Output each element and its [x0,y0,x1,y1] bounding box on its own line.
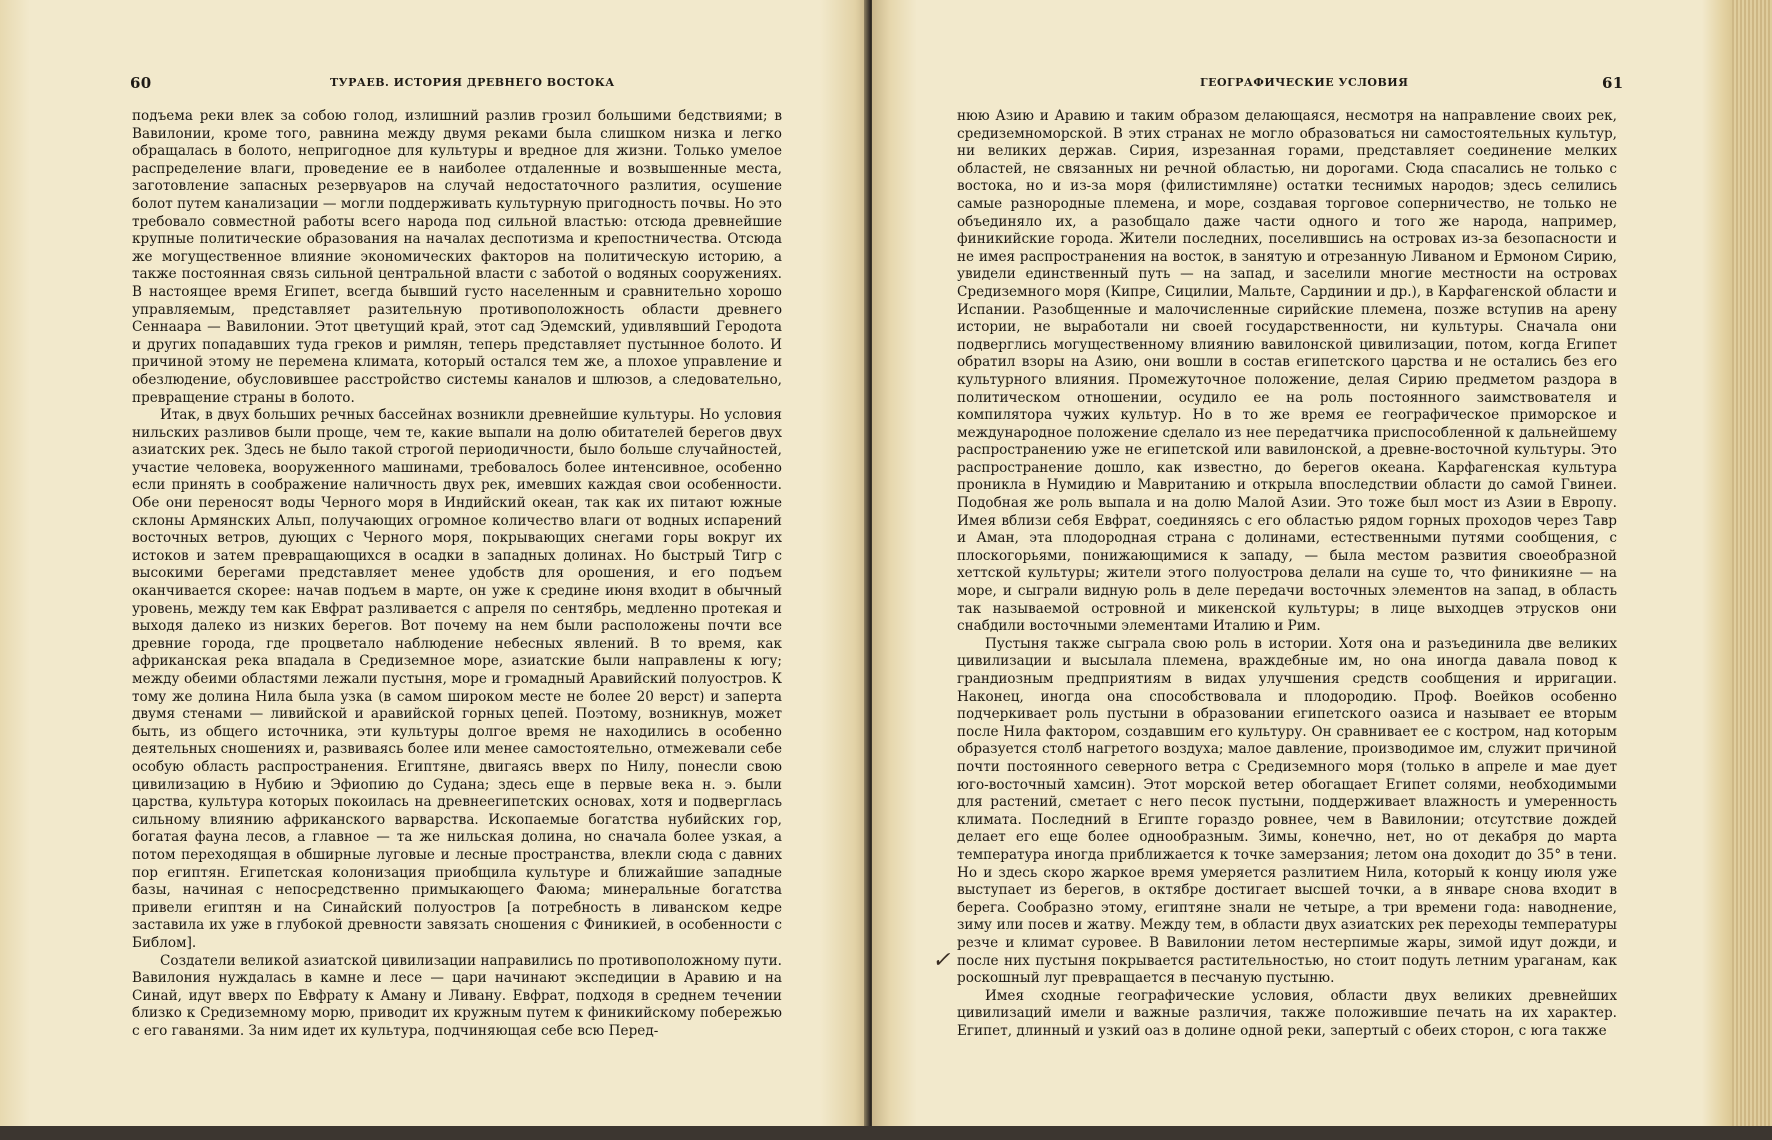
paragraph: подъема реки влек за собою голод, излишний разлив грозил большими бедствиями; в Вавилонии, кроме того, равнина между двумя реками была слишком низка и легко обращалась в болото, непригодное для культуры и вредное для жизни. Только умелое распределение влаги, проведение ее в наиболее отдаленные и возвышенные места, заготовление запасных резервуаров на случай недостаточного разлития, осушение болот путем канализации — могли поддерживать культурную пригодность почвы. Но это требовало совместной работы всего народа под сильной властью: отсюда древнейшие крупные политические образования на началах деспотизма и крепостничества. Отсюда же могущественное влияние экономических факторов на политическую историю, а также постоянная связь сильной центральной власти с заботой о водяных сооружениях. В настоящее время Египет, всегда бывший густо населенным и сравнительно хорошо управляемым, представляет разительную противоположность области древнего Сеннаара — Вавилонии. Этот цветущий край, этот сад Эдемский, удивлявший Геродота и других попадавших туда греков и римлян, теперь представляет пустынное болото. И причиной этому не перемена климата, который остался тем же, а плохое управление и обезлюдение, обусловившее расстройство системы каналов и шлюзов, а следовательно, превращение страны в болото. [132,108,782,406]
right-page [872,0,1772,1128]
paragraph: Пустыня также сыграла свою роль в истории. Хотя она и разъединила две великих цивилизации и высылала племена, враждебные им, но она иногда давала повод к грандиозным предприятиям в видах улучшения средств сообщения и ирригации. Наконец, иногда она способствовала и плодородию. Проф. Воейков особенно подчеркивает роль пустыни в образовании египетского оазиса и называет ее вторым после Нила фактором, создавшим его культуру. Он сравнивает ее с костром, над которым образуется столб нагретого воздуха; малое давление, производимое им, служит причиной почти постоянного северного ветра с Средиземного моря (только в апреле и мае дует юго-восточный хамсин). Этот морской ветер обогащает Египет солями, необходимыми для растений, сметает с него песок пустыни, поддерживает влажность и умеренность климата. Последний в Египте гораздо ровнее, чем в Вавилонии; отсутствие дождей делает его еще более однообразным. Зимы, конечно, нет, но от декабря до марта температура иногда приближается к точке замерзания; летом она доходит до 35° в тени. Но и здесь скоро жаркое время умеряется разлитием Нила, который к концу июля уже выступает из берегов, в октябре достигает высшей точки, а в январе снова входит в берега. Сообразно этому, египтяне знали не четыре, а три времени года: наводнение, зиму или посев и жатву. Между тем, в области двух азиатских рек переходы температуры резче и климат суровее. В Вавилонии летом нестерпимые жары, зимой идут дожди, и после них пустыня покрывается растительностью, но стоит подуть летним ураганам, как роскошный луг превращается в песчаную пустыню. [957,635,1617,987]
table-surface [0,1126,1772,1140]
paragraph: нюю Азию и Аравию и таким образом делающаяся, несмотря на направление своих рек, средиземноморской. В этих странах не могло образоваться ни самостоятельных культур, ни великих держав. Сирия, изрезанная горами, представляет соединение мелких областей, не связанных ни речной областью, ни дорогами. Сюда спасались не только с востока, но и из-за моря (филистимляне) остатки теснимых народов; здесь селились самые разнородные племена, и море, создавая торговое соперничество, не только не объединяло их, а разобщало даже части одного и того же народа, например, финикийские города. Жители последних, поселившись на островах из-за безопасности и не имея распространения на восток, в занятую и отрезанную Ливаном и Ермоном Сирию, увидели единственный путь — на запад, и заселили многие местности на островах Средиземного моря (Кипре, Сицилии, Мальте, Сардинии и др.), в Карфагенской области и Испании. Разобщенные и малочисленные сирийские племена, позже вступив на арену истории, не выработали ни своей государственности, ни культуры. Сначала они подверглись могущественному влиянию вавилонской цивилизации, потом, когда Египет обратил взоры на Азию, они вошли в состав египетского царства и не остались без его культурного влияния. Промежуточное положение, делая Сирию предметом раздора в политическом отношении, осудило ее на роль постоянного заимствователя и компилятора чужих культур. Но в то же время ее географическое приморское и международное положение сделало из нее передатчика приспособленной к дальнейшему распространению уже не египетской или вавилонской, а древне-восточной культуры. Это распространение дошло, как известно, до берегов океана. Карфагенская культура проникла в Нумидию и Мавританию и открыла впоследствии области до самой Гвинеи. Подобная же роль выпала и на долю Малой Азии. Это тоже был мост из Азии в Европу. Имея вблизи себя Евфрат, соединяясь с его областью рядом горных проходов через Тавр и Аман, эта плодородная страна с долинами, естественными путями сообщения, с плоскогорьями, понижающимися к западу, — была местом развития своеобразной хеттской культуры; жители этого полуострова делали на суше то, что финикияне — на море, и сыграли видную роль в деле передачи восточных элементов на запад, в область так называемой островной и микенской культуры; в лице выходцев этрусков они снабдили восточными элементами Италию и Рим. [957,108,1617,635]
left-page-body [132,108,782,1040]
paragraph: Создатели великой азиатской цивилизации направились по противоположному пути. Вавилония нуждалась в камне и лесе — цари начинают экспедиции в Аравию и на Синай, идут вверх по Евфрату к Аману и Ливану. Евфрат, подходя в среднем течении близко к Средиземному морю, приводит их кружным путем к финикийскому побережью с его гаванями. За ним идет их культура, подчиняющая себе всю Перед- [132,952,782,1039]
right-page-body [957,108,1617,1040]
running-head: ТУРАЕВ. ИСТОРИЯ ДРЕВНЕГО ВОСТОКА [330,76,615,89]
left-page [0,0,868,1128]
pencil-checkmark: ✓ [932,948,951,973]
left-page-header [130,74,810,92]
paragraph: Имея сходные географические условия, области двух великих древнейших цивилизаций имели и важные различия, также положившие печать на их характер. Египет, длинный и узкий оаз в долине одной реки, запертый с обеих сторон, с юга также [957,987,1617,1039]
page-edges [1732,0,1772,1128]
running-head: ГЕОГРАФИЧЕСКИЕ УСЛОВИЯ [1200,76,1409,89]
page-number: 61 [1602,74,1624,92]
paragraph: Итак, в двух больших речных бассейнах возникли древнейшие культуры. Но условия нильских разливов были проще, чем те, какие выпали на долю обитателей берегов двух азиатских рек. Здесь не было такой строгой периодичности, было больше случайностей, участие человека, вооруженного машинами, требовалось более интенсивное, особенно если принять в соображение наличность двух рек, имевших каждая свои особенности. Обе они переносят воды Черного моря в Индийский океан, так как их питают южные склоны Армянских Альп, получающих огромное количество влаги от водных испарений восточных ветров, дующих с Черного моря, покрывающих снегами горы вокруг их истоков и затем превращающихся в осадки в западных долинах. Но быстрый Тигр с высокими берегами представляет менее удобств для орошения, и его подъем оканчивается скорее: начав подъем в марте, он уже к средине июня входит в обычный уровень, между тем как Евфрат разливается с апреля по сентябрь, медленно протекая и выходя далеко из низких берегов. Вот почему на нем были расположены почти все древние города, где процветало наблюдение небесных явлений. В то время, как африканская река впадала в Средиземное море, азиатские были направлены к югу; между обеими областями лежали пустыня, море и громадный Аравийский полуостров. К тому же долина Нила была узка (в самом широком месте не более 20 верст) и заперта двумя стенами — ливийской и аравийской горных цепей. Поэтому, возникнув, может быть, из общего источника, эти культуры долгое время не находились в особенно деятельных сношениях и, развиваясь более или менее самостоятельно, отмежевали себе особую область распространения. Египтяне, двигаясь вверх по Нилу, понесли свою цивилизацию в Нубию и Эфиопию до Судана; здесь еще в первые века н. э. были царства, культура которых покоилась на древнеегипетских основах, хотя и подверглась сильному влиянию африканского варварства. Ископаемые богатства нубийских гор, богатая фауна лесов, а главное — та же нильская долина, но сначала более узкая, а потом переходящая в обширные луговые и лесные пространства, влекли сюда с давних пор египтян. Египетская колонизация приобщила культуре и ближайшие западные базы, начиная с непосредственно примыкающего Фаюма; минеральные богатства привели египтян и на Синайский полуостров [а потребность в ливанском кедре заставила их уже в глубокой древности завязать сношения с Финикией, в особенности с Библом]. [132,407,782,951]
page-number: 60 [130,74,152,92]
